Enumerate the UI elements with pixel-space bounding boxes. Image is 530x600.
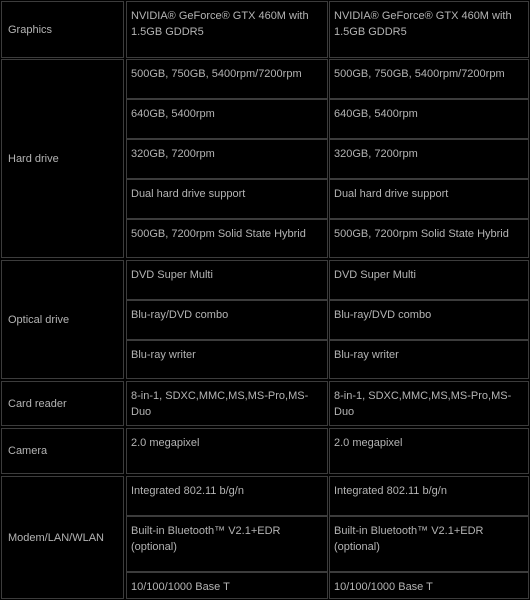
- spec-value-col1: Blu-ray/DVD combo: [126, 300, 328, 340]
- spec-value-col2: Built-in Bluetooth™ V2.1+EDR (optional): [329, 516, 529, 572]
- spec-value-col1: 640GB, 5400rpm: [126, 99, 328, 139]
- spec-subrow: [0, 340, 530, 379]
- spec-value-col1: 8-in-1, SDXC,MMC,MS,MS-Pro,MS-Duo: [126, 381, 328, 426]
- spec-value-col1: Dual hard drive support: [126, 179, 328, 219]
- spec-subrow: [0, 428, 530, 474]
- spec-value-col2: 500GB, 750GB, 5400rpm/7200rpm: [329, 59, 529, 99]
- spec-value-col1: Integrated 802.11 b/g/n: [126, 476, 328, 516]
- spec-row-modem-lan-wlan: [0, 476, 530, 599]
- spec-value-col1: Built-in Bluetooth™ V2.1+EDR (optional): [126, 516, 328, 572]
- spec-row-camera: [0, 428, 530, 474]
- spec-subrow: [0, 476, 530, 516]
- spec-value-col2: 320GB, 7200rpm: [329, 139, 529, 179]
- spec-subrow: [0, 572, 530, 599]
- spec-row-optical-drive: [0, 260, 530, 379]
- spec-subrow: [0, 260, 530, 300]
- spec-subrow: [0, 381, 530, 426]
- row-label: Hard drive: [1, 59, 124, 258]
- spec-subrow: [0, 99, 530, 139]
- spec-value-col1: 500GB, 7200rpm Solid State Hybrid: [126, 219, 328, 258]
- spec-value-col2: 2.0 megapixel: [329, 428, 529, 474]
- spec-value-col2: DVD Super Multi: [329, 260, 529, 300]
- row-label: Optical drive: [1, 260, 124, 379]
- spec-value-col1: 10/100/1000 Base T: [126, 572, 328, 599]
- spec-subrow: [0, 1, 530, 58]
- spec-subrow: [0, 219, 530, 258]
- row-label: Card reader: [1, 381, 124, 426]
- spec-subrow: [0, 516, 530, 572]
- spec-value-col1: 500GB, 750GB, 5400rpm/7200rpm: [126, 59, 328, 99]
- spec-value-col2: 10/100/1000 Base T: [329, 572, 529, 599]
- spec-value-col1: DVD Super Multi: [126, 260, 328, 300]
- spec-subrow: [0, 179, 530, 219]
- row-label: Camera: [1, 428, 124, 474]
- spec-value-col2: Integrated 802.11 b/g/n: [329, 476, 529, 516]
- row-label: Graphics: [1, 1, 124, 58]
- spec-subrow: [0, 300, 530, 340]
- spec-value-col2: Dual hard drive support: [329, 179, 529, 219]
- spec-value-col2: 500GB, 7200rpm Solid State Hybrid: [329, 219, 529, 258]
- spec-row-graphics: [0, 1, 530, 58]
- spec-value-col2: Blu-ray writer: [329, 340, 529, 379]
- spec-row-card-reader: [0, 381, 530, 426]
- spec-row-hard-drive: [0, 59, 530, 258]
- spec-value-col2: 640GB, 5400rpm: [329, 99, 529, 139]
- spec-value-col1: NVIDIA® GeForce® GTX 460M with 1.5GB GDDR5: [126, 1, 328, 58]
- spec-value-col1: 320GB, 7200rpm: [126, 139, 328, 179]
- spec-value-col1: 2.0 megapixel: [126, 428, 328, 474]
- spec-subrow: [0, 59, 530, 99]
- spec-subrow: [0, 139, 530, 179]
- spec-value-col2: 8-in-1, SDXC,MMC,MS,MS-Pro,MS-Duo: [329, 381, 529, 426]
- spec-value-col1: Blu-ray writer: [126, 340, 328, 379]
- row-label: Modem/LAN/WLAN: [1, 476, 124, 599]
- spec-value-col2: NVIDIA® GeForce® GTX 460M with 1.5GB GDDR5: [329, 1, 529, 58]
- spec-value-col2: Blu-ray/DVD combo: [329, 300, 529, 340]
